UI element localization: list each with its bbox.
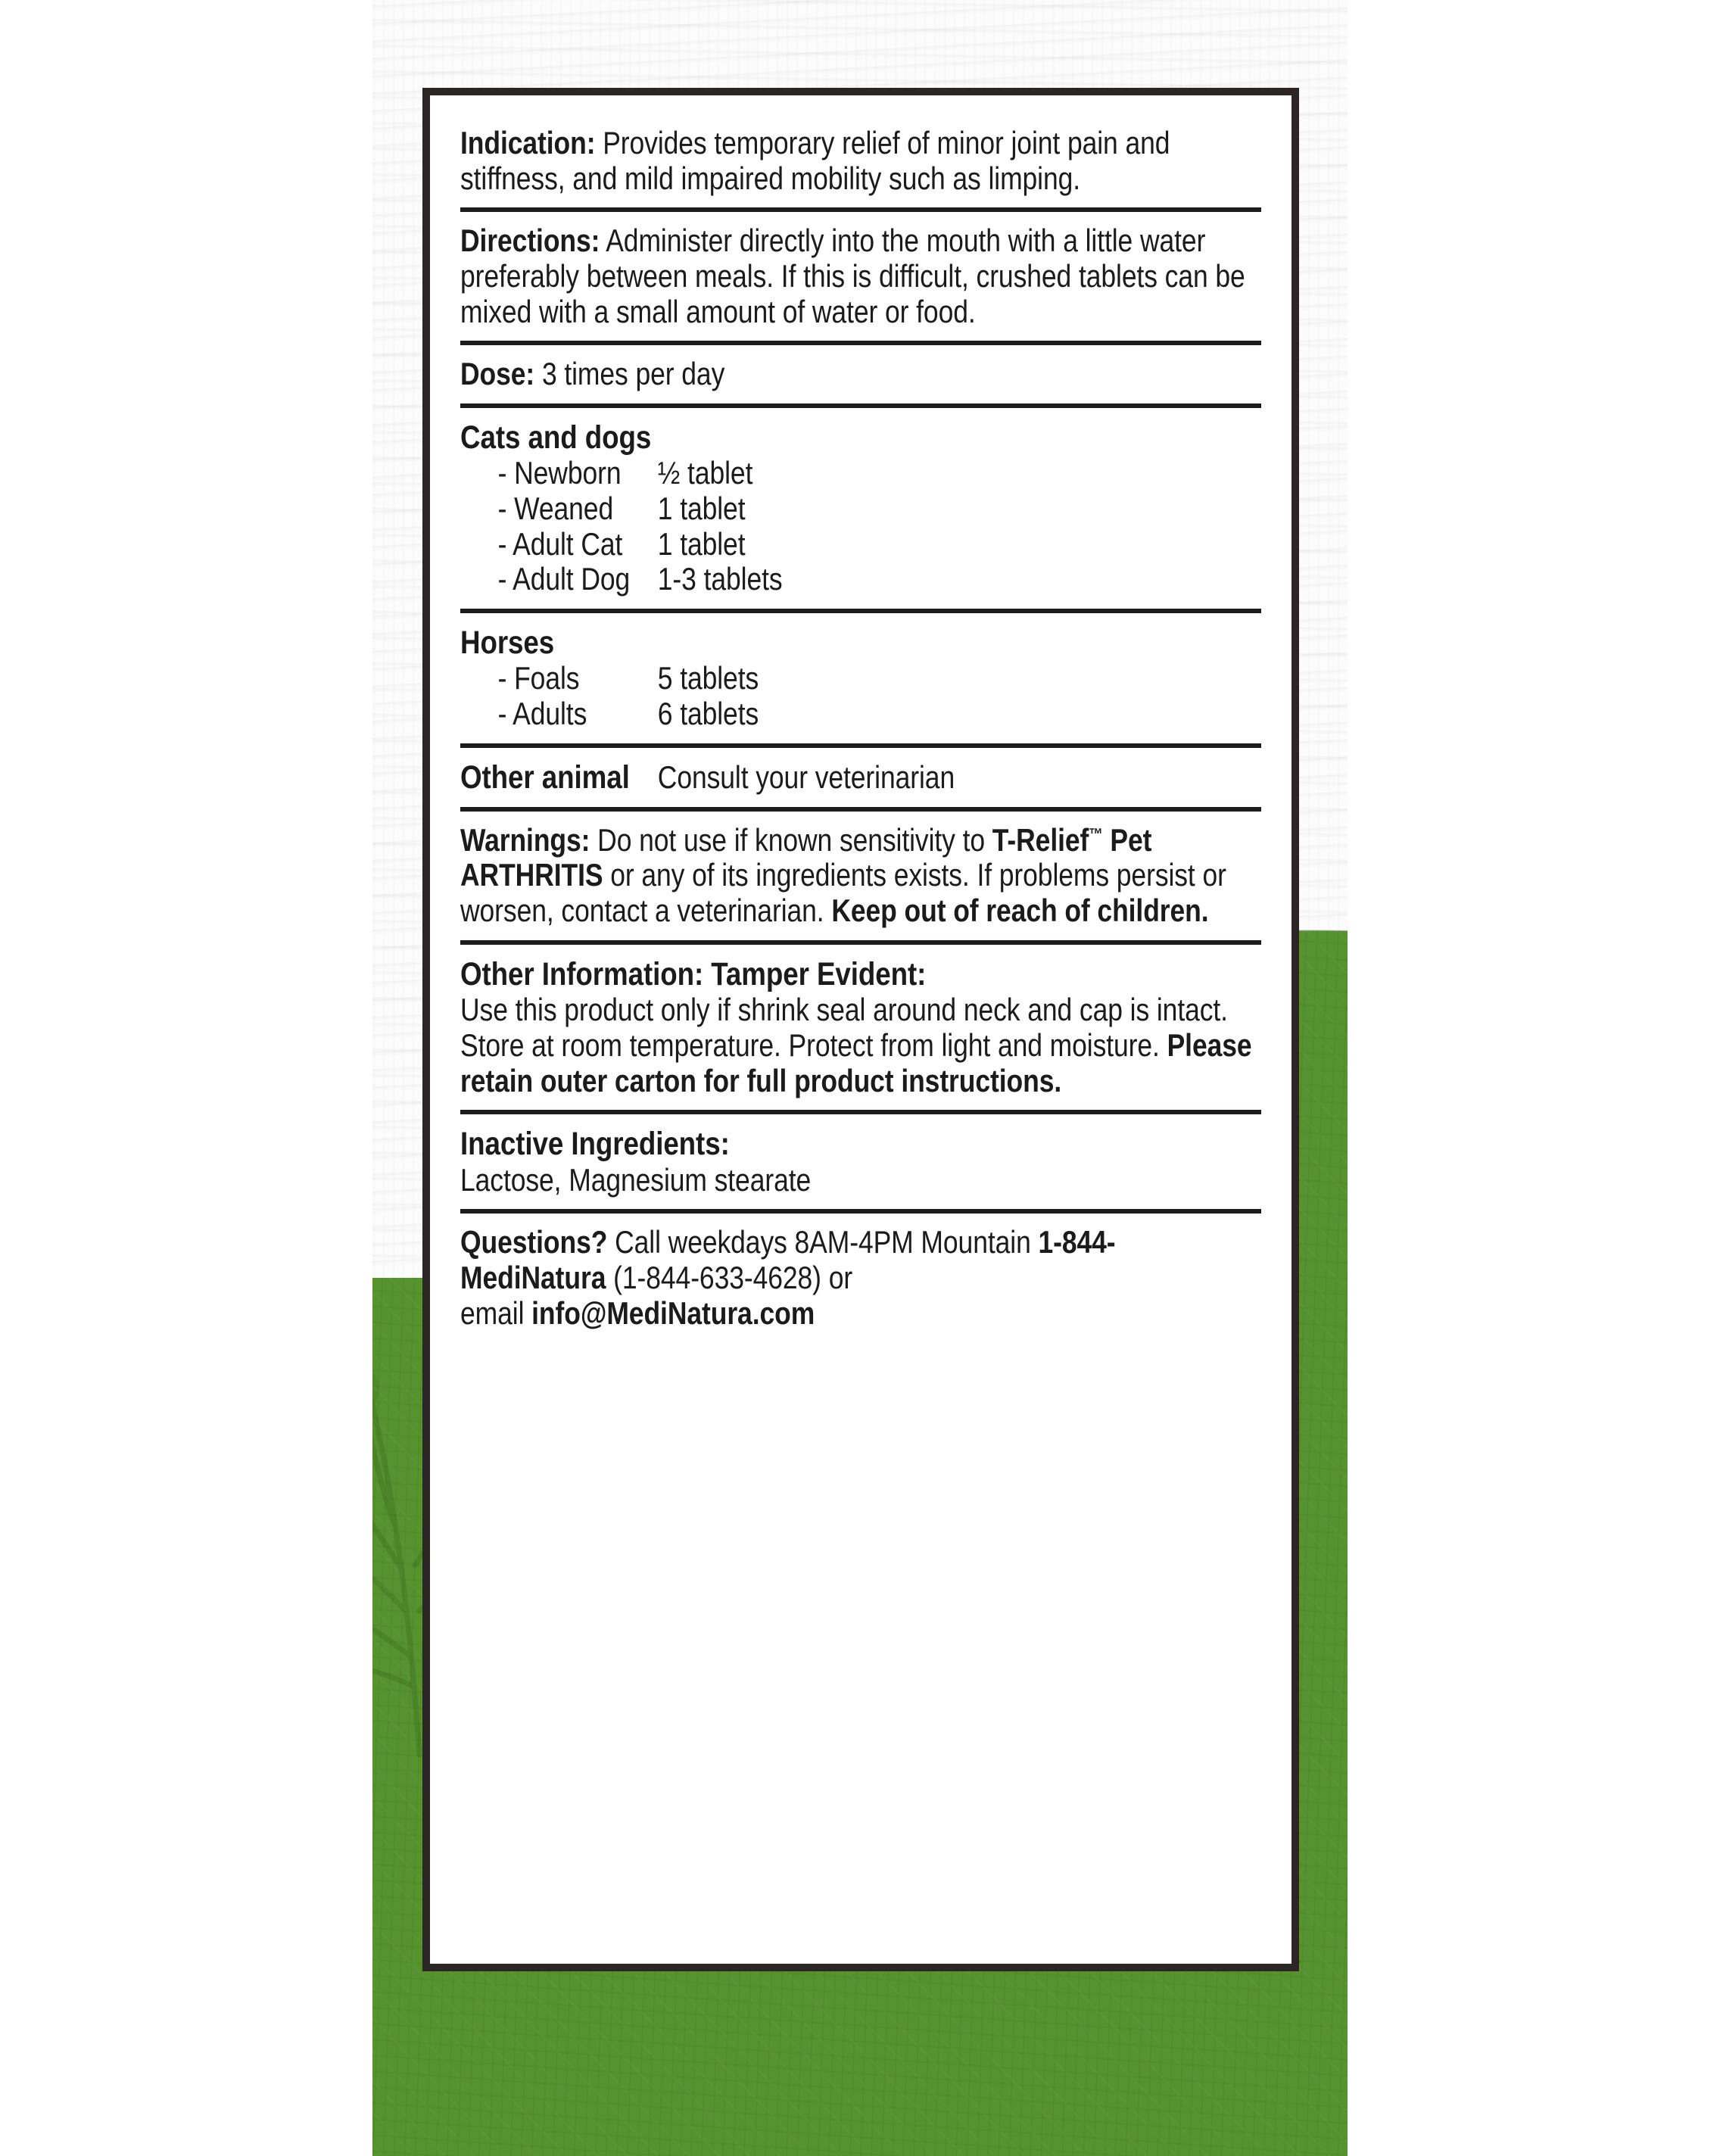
dosing-group-title: Cats and dogs [460,419,652,456]
email-address[interactable]: info@MediNatura.com [531,1295,815,1331]
section-dosing-cats-and-dogs [460,408,1261,609]
dosing-row [460,491,1260,527]
trademark-icon: ™ [1089,824,1103,843]
section-inactive-ingredients [460,1114,1261,1209]
drug-facts-content [430,95,1291,1964]
dosing-row-label: - Adult Cat [497,525,623,562]
dosing-row-value: 1-3 tablets [657,561,783,597]
section-questions [460,1214,1261,1342]
indication-body: Provides temporary relief of minor joint pain and stiffness, and mild impaired mobility such as limping. [460,125,1170,196]
dosing-row [460,759,1260,796]
warnings-heading: Warnings: [460,821,590,858]
dosing-row-value: ½ tablet [657,455,753,491]
other-information-retain-carton: Please retain outer carton for full product instructions. [460,1027,1252,1098]
directions-body: Administer directly into the mouth with a little water preferably between meals. If this is difficult, crushed tablets can be mixed with a small amount of water or food. [460,223,1245,329]
dosing-row-value: Consult your veterinarian [657,759,955,795]
dosing-row-value: 6 tablets [657,695,759,731]
product-name-suffix: Pet ARTHRITIS [460,821,1152,893]
product-label-artwork [372,0,1348,2156]
warnings-keep-out-of-reach: Keep out of reach of children. [831,893,1209,929]
dosing-row-label: - Newborn [497,455,622,491]
page-gutter-right [1348,0,1723,2156]
section-dosing-other-animal [460,748,1261,807]
directions-heading: Directions: [460,223,600,259]
dosing-row [460,527,1260,562]
dosing-row-label: - Adult Dog [497,561,631,597]
dose-body: 3 times per day [541,356,725,392]
section-dosing-horses [460,613,1261,743]
dosing-row [460,661,1260,696]
drug-facts-box [422,88,1299,1971]
section-directions [460,212,1261,341]
dosing-row [460,696,1260,732]
warnings-text-first: Do not use if known sensitivity to [597,821,992,858]
dosing-row-value: 1 tablet [657,525,746,562]
section-warnings [460,812,1261,940]
dose-heading: Dose: [460,356,535,392]
other-information-body: Use this product only if shrink seal around neck and cap is intact. Store at room temperature. Protect from light and moisture. [460,992,1228,1063]
dosing-row-label: Other animal [460,759,630,796]
email-prefix: email [460,1295,532,1331]
dosing-row-label: - Weaned [497,490,614,526]
inactive-ingredients-body: Lactose, Magnesium stearate [460,1161,812,1198]
questions-call-text: Call weekdays 8AM-4PM Mountain [607,1224,1039,1260]
questions-heading: Questions? [460,1224,608,1260]
dosing-row-value: 1 tablet [657,490,746,526]
product-name-text: T-Relief [992,821,1089,858]
inactive-ingredients-heading: Inactive Ingredients: [460,1126,730,1163]
phone-numeric[interactable]: (1-844-633-4628) or [606,1259,853,1295]
dosing-row-label: - Adults [497,695,587,731]
section-other-information [460,945,1261,1110]
indication-heading: Indication: [460,125,596,160]
page-gutter-left [0,0,372,2156]
phone-vanity[interactable]: 1-844-MediNatura [460,1224,1116,1295]
dosing-row [460,456,1260,491]
section-dose [460,345,1261,403]
warnings-text-second: or any of its ingredients exists. If problems persist or worsen, contact a veterinarian. [460,857,1226,929]
dosing-group-title: Horses [460,625,555,662]
dosing-row-value: 5 tablets [657,660,759,696]
dosing-row [460,562,1260,597]
dosing-row-label: - Foals [497,660,580,696]
other-information-heading: Other Information: Tamper Evident: [460,955,927,992]
section-indication [460,123,1261,207]
